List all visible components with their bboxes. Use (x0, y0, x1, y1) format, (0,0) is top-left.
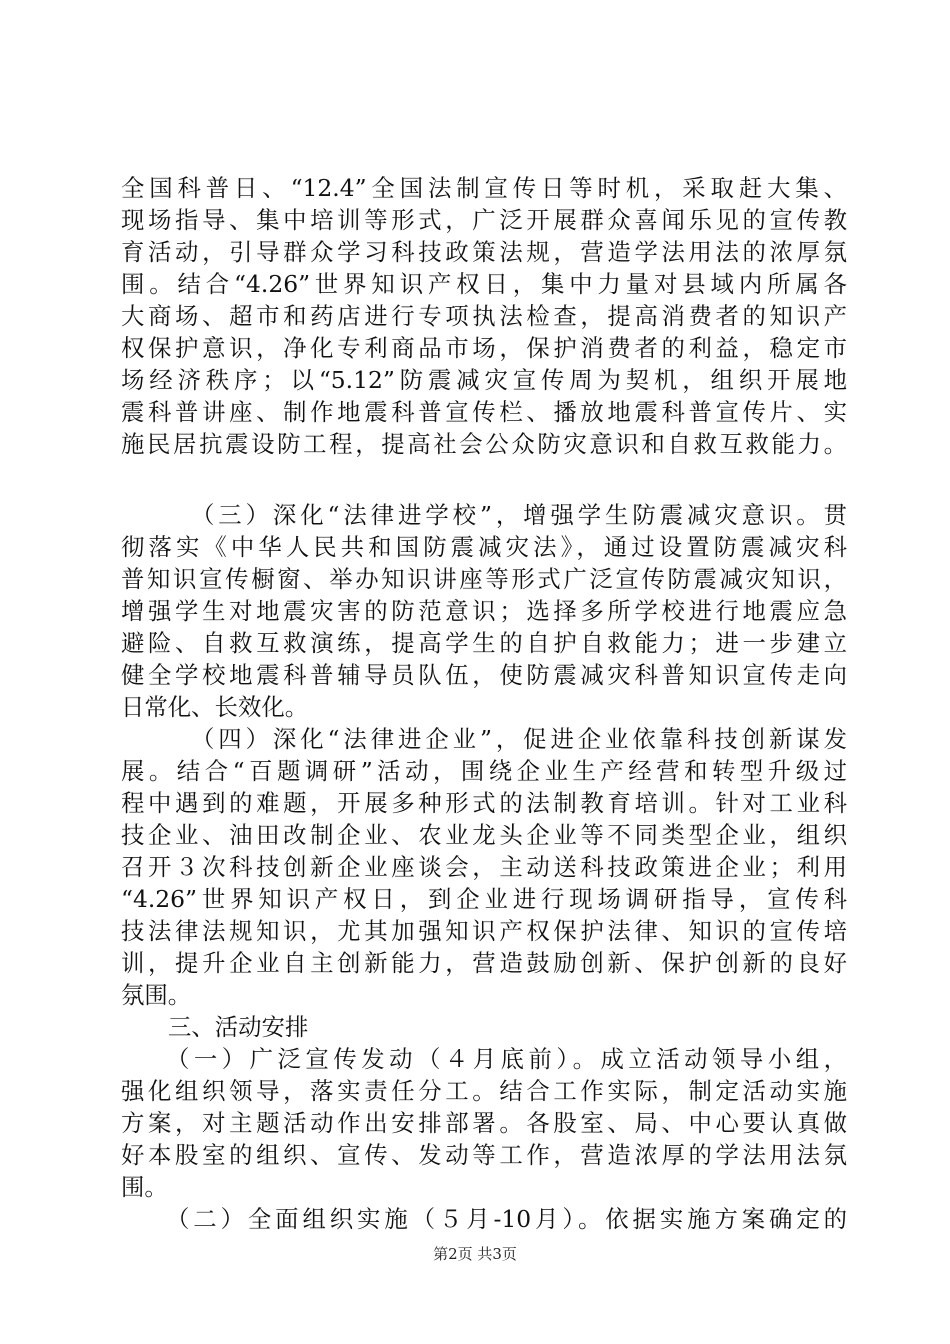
text-line: 展。结合“百题调研”活动，围绕企业生产经营和转型升级过 (121, 757, 847, 785)
text-line: 召开３次科技创新企业座谈会，主动送科技政策进企业；利用 (121, 853, 847, 881)
text-line: 增强学生对地震灾害的防范意识；选择多所学校进行地震应急 (121, 597, 847, 625)
text-line: 场经济秩序；以“5.12”防震减灾宣传周为契机，组织开展地 (121, 366, 847, 394)
section-heading-line: （二）全面组织实施（５月-10月）。依据实施方案确定的 (166, 1205, 847, 1233)
text-line: 训，提升企业自主创新能力，营造鼓励创新、保护创新的良好 (121, 949, 847, 977)
text-line: 普知识宣传橱窗、举办知识讲座等形式广泛宣传防震减灾知识， (121, 565, 847, 593)
section-heading-line: （一）广泛宣传发动（４月底前）。成立活动领导小组， (166, 1045, 847, 1073)
text-line: 技企业、油田改制企业、农业龙头企业等不同类型企业，组织 (121, 821, 847, 849)
text-line: 好本股室的组织、宣传、发动等工作，营造浓厚的学法用法氛 (121, 1141, 847, 1169)
text-line: 氛围。 (121, 981, 192, 1009)
text-line: “4.26”世界知识产权日，到企业进行现场调研指导，宣传科 (121, 885, 847, 913)
text-line: 围。 (121, 1173, 168, 1201)
text-line: 施民居抗震设防工程，提高社会公众防灾意识和自救互救能力。 (121, 430, 847, 458)
paragraph-gap (121, 460, 847, 499)
text-line: 权保护意识，净化专利商品市场，保护消费者的利益，稳定市 (121, 334, 847, 362)
text-line: 围。结合“4.26”世界知识产权日，集中力量对县域内所属各 (121, 270, 847, 298)
text-line: 技法律法规知识，尤其加强知识产权保护法律、知识的宣传培 (121, 917, 847, 945)
text-line: 现场指导、集中培训等形式，广泛开展群众喜闻乐见的宣传教 (121, 206, 847, 234)
text-line: 日常化、长效化。 (121, 693, 309, 721)
text-line: 全国科普日、“12.4”全国法制宣传日等时机，采取赶大集、 (121, 174, 847, 202)
text-line: 震科普讲座、制作地震科普宣传栏、播放地震科普宣传片、实 (121, 398, 847, 426)
text-line: 程中遇到的难题，开展多种形式的法制教育培训。针对工业科 (121, 789, 847, 817)
text-line: 大商场、超市和药店进行专项执法检查，提高消费者的知识产 (121, 302, 847, 330)
section-heading-line: （三）深化“法律进学校”，增强学生防震减灾意识。贯 (191, 501, 847, 529)
text-line: 彻落实《中华人民共和国防震减灾法》，通过设置防震减灾科 (121, 533, 847, 561)
text-line: 强化组织领导，落实责任分工。结合工作实际，制定活动实施 (121, 1077, 847, 1105)
page-number-footer: 第2页 共3页 (433, 1245, 517, 1263)
section-heading: 三、活动安排 (168, 1013, 309, 1041)
text-line: 健全学校地震科普辅导员队伍，使防震减灾科普知识宣传走向 (121, 661, 847, 689)
document-body (121, 172, 847, 1235)
text-line: 方案，对主题活动作出安排部署。各股室、局、中心要认真做 (121, 1109, 847, 1137)
section-heading-line: （四）深化“法律进企业”，促进企业依靠科技创新谋发 (191, 725, 847, 753)
text-line: 避险、自救互救演练，提高学生的自护自救能力；进一步建立 (121, 629, 847, 657)
text-line: 育活动，引导群众学习科技政策法规，营造学法用法的浓厚氛 (121, 238, 847, 266)
